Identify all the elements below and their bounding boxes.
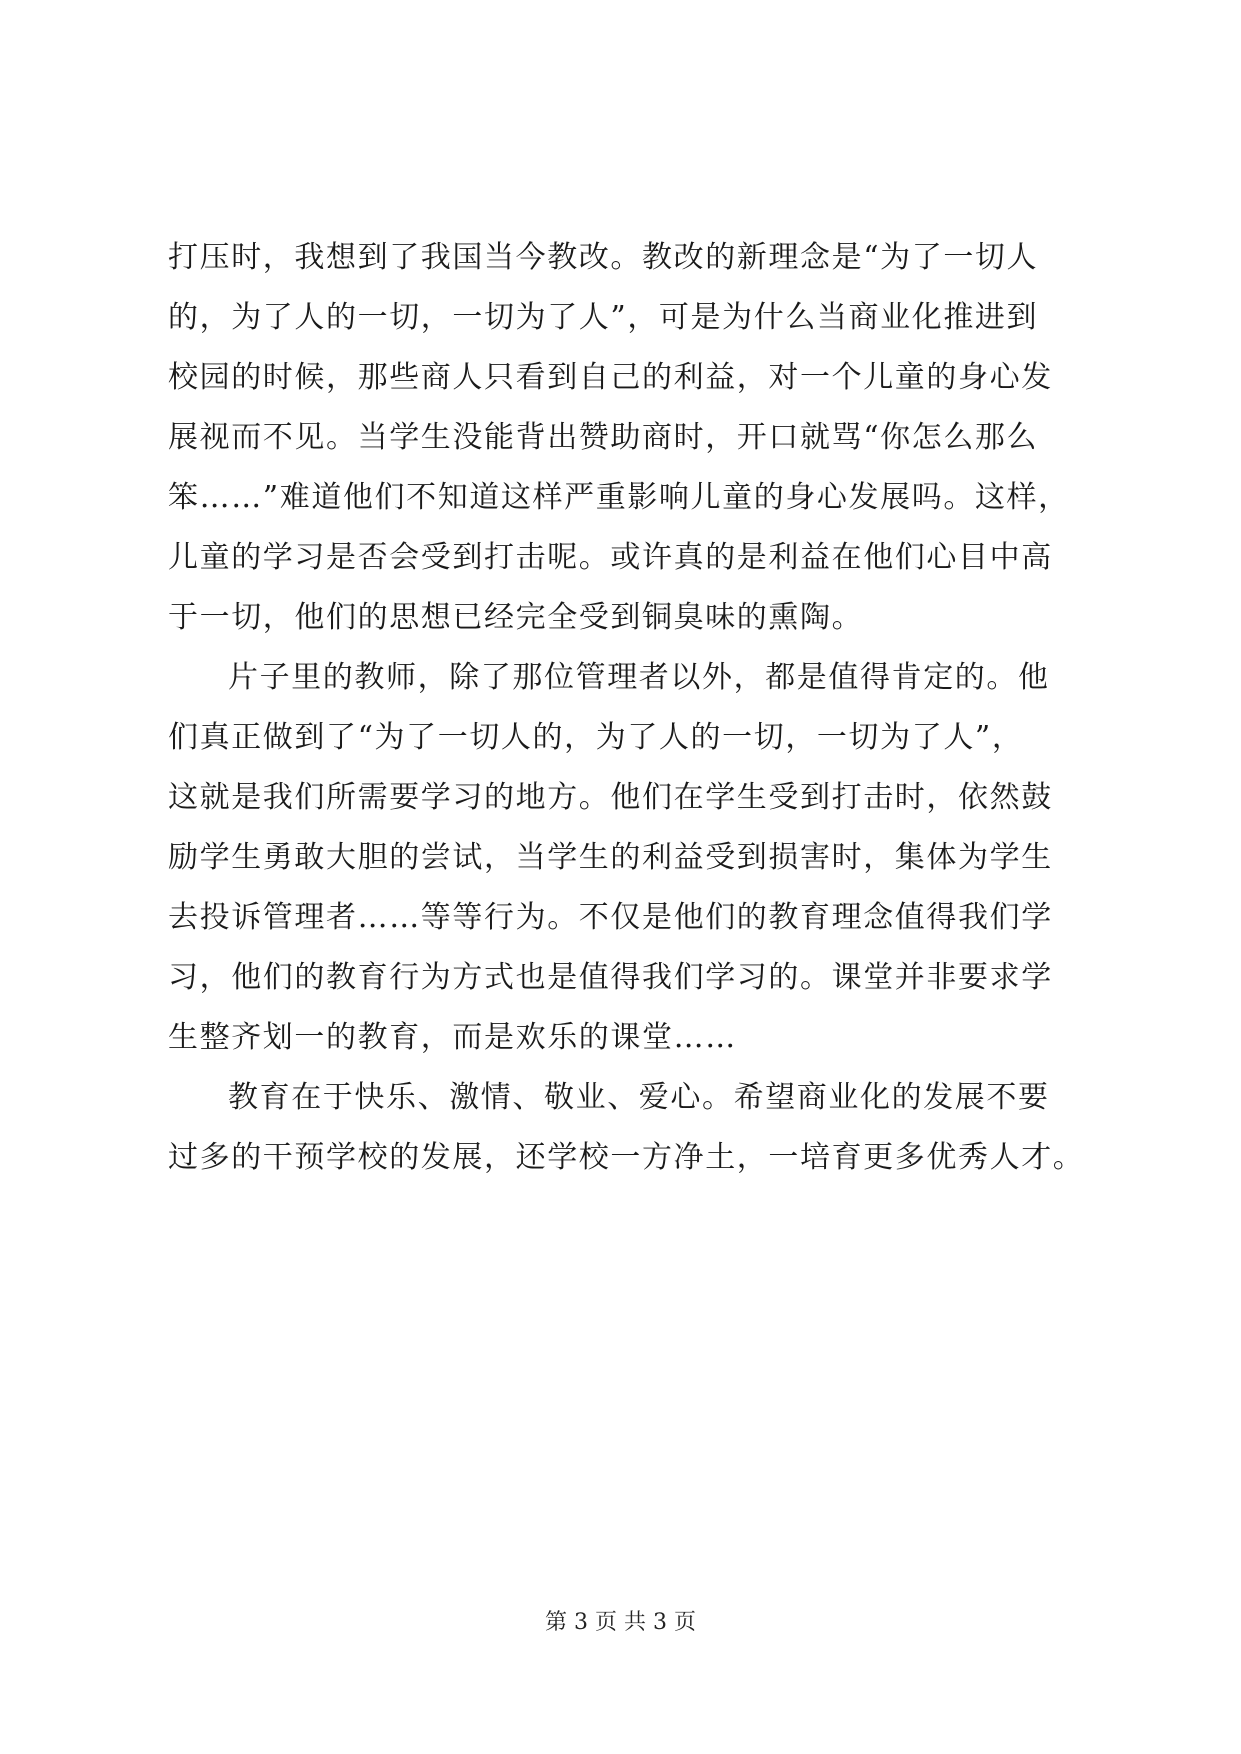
text-line: 励学生勇敢大胆的尝试，当学生的利益受到损害时，集体为学生	[168, 840, 1053, 875]
text-line: 这就是我们所需要学习的地方。他们在学生受到打击时，依然鼓	[168, 780, 1053, 815]
text-line: 们真正做到了“为了一切人的，为了人的一切，一切为了人”，	[168, 720, 1024, 755]
body-text	[168, 228, 1085, 1188]
text-line: 生整齐划一的教育，而是欢乐的课堂……	[168, 1020, 737, 1055]
text-line: 片子里的教师，除了那位管理者以外，都是值得肯定的。他	[228, 660, 1050, 695]
text-line: 教育在于快乐、激情、敬业、爱心。希望商业化的发展不要	[228, 1080, 1050, 1115]
text-line: 过多的干预学校的发展，还学校一方净土，一培育更多优秀人才。	[168, 1140, 1085, 1175]
paragraph-1	[168, 228, 1080, 648]
text-line: 的，为了人的一切，一切为了人”，可是为什么当商业化推进到	[168, 300, 1039, 335]
text-line: 展视而不见。当学生没能背出赞助商时，开口就骂“你怎么那么	[168, 420, 1039, 455]
text-line: 于一切，他们的思想已经完全受到铜臭味的熏陶。	[168, 600, 864, 635]
paragraph-2	[168, 648, 1080, 1068]
text-line: 打压时，我想到了我国当今教改。教改的新理念是“为了一切人	[168, 240, 1039, 275]
text-line: 儿童的学习是否会受到打击呢。或许真的是利益在他们心目中高	[168, 540, 1053, 575]
text-line: 去投诉管理者……等等行为。不仅是他们的教育理念值得我们学	[168, 900, 1053, 935]
page-footer: 第 3 页 共 3 页	[545, 1610, 696, 1635]
text-line: 习，他们的教育行为方式也是值得我们学习的。课堂并非要求学	[168, 960, 1053, 995]
text-line: 笨……”难道他们不知道这样严重影响儿童的身心发展吗。这样，	[168, 480, 1070, 515]
paragraph-3	[168, 1068, 1085, 1188]
text-line: 校园的时候，那些商人只看到自己的利益，对一个儿童的身心发	[168, 360, 1053, 395]
